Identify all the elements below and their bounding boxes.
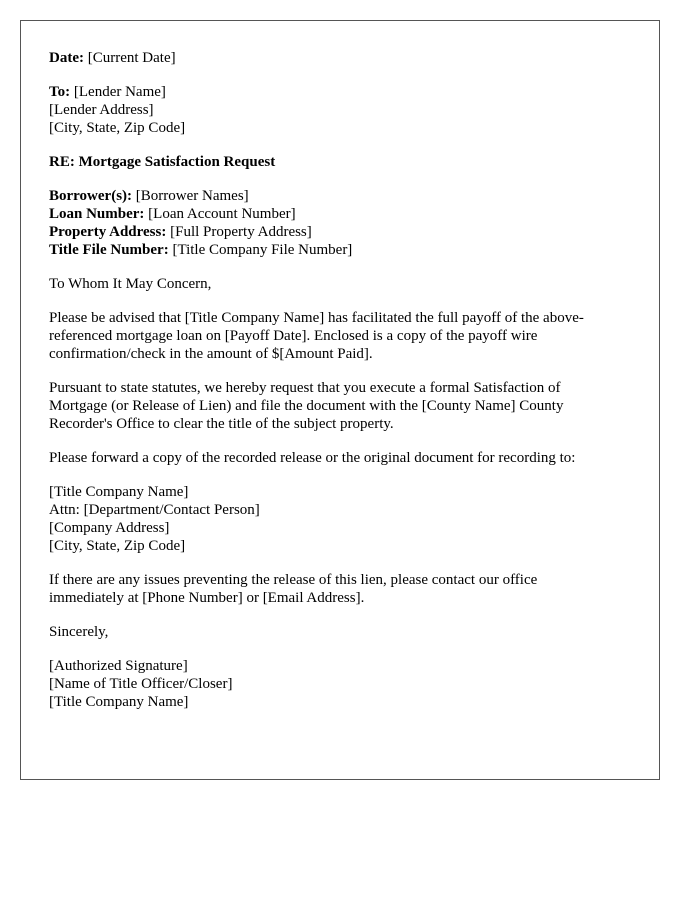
body-paragraph-1 [49, 309, 631, 363]
return-attention: Attn: [Department/Contact Person] [49, 502, 260, 518]
paragraph-line: Recorder's Office to clear the title of the subject property. [49, 416, 394, 432]
return-address-block [49, 483, 631, 555]
detail-value: [Full Property Address] [170, 224, 312, 240]
salutation-text: To Whom It May Concern, [49, 276, 212, 292]
return-company-name: [Title Company Name] [49, 484, 189, 500]
paragraph-line: Pursuant to state statutes, we hereby request that you execute a formal Satisfaction of [49, 380, 561, 396]
detail-label: Title File Number: [49, 242, 169, 258]
detail-label: Loan Number: [49, 206, 145, 222]
paragraph-line: If there are any issues preventing the release of this lien, please contact our office [49, 572, 538, 588]
detail-value: [Loan Account Number] [148, 206, 296, 222]
to-label: To: [49, 84, 71, 100]
detail-label: Property Address: [49, 224, 167, 240]
paragraph-line: Please forward a copy of the recorded release or the original document for recording to: [49, 450, 576, 466]
signer-company: [Title Company Name] [49, 694, 189, 710]
body-paragraph-2 [49, 379, 631, 433]
date-label: Date: [49, 50, 84, 66]
return-company-address: [Company Address] [49, 520, 170, 536]
detail-loan-number [49, 205, 631, 223]
paragraph-line: Please be advised that [Title Company Name] has facilitated the full payoff of the above- [49, 310, 584, 326]
lender-city-state-zip: [City, State, Zip Code] [49, 120, 186, 136]
paragraph-line: referenced mortgage loan on [Payoff Date]. Enclosed is a copy of the payoff wire [49, 328, 538, 344]
subject-text: RE: Mortgage Satisfaction Request [49, 154, 276, 170]
loan-details [49, 187, 631, 259]
detail-property-address [49, 223, 631, 241]
body-paragraph-3 [49, 449, 631, 467]
closing-paragraph [49, 571, 631, 607]
closing-text: Sincerely, [49, 624, 109, 640]
recipient-block [49, 83, 631, 137]
date-value: [Current Date] [87, 50, 176, 66]
closing [49, 623, 631, 641]
detail-title-file-number [49, 241, 631, 259]
letter-page [20, 20, 660, 780]
salutation [49, 275, 631, 293]
paragraph-line: confirmation/check in the amount of $[Amount Paid]. [49, 346, 373, 362]
detail-label: Borrower(s): [49, 188, 133, 204]
lender-name: [Lender Name] [73, 84, 166, 100]
paragraph-line: immediately at [Phone Number] or [Email Address]. [49, 590, 365, 606]
lender-address: [Lender Address] [49, 102, 154, 118]
signature-block [49, 657, 631, 711]
detail-borrowers [49, 187, 631, 205]
return-city-state-zip: [City, State, Zip Code] [49, 538, 186, 554]
authorized-signature: [Authorized Signature] [49, 658, 188, 674]
subject-line [49, 153, 631, 171]
signer-name: [Name of Title Officer/Closer] [49, 676, 233, 692]
date-line [49, 49, 631, 67]
detail-value: [Borrower Names] [135, 188, 249, 204]
detail-value: [Title Company File Number] [172, 242, 353, 258]
paragraph-line: Mortgage (or Release of Lien) and file the document with the [County Name] County [49, 398, 564, 414]
